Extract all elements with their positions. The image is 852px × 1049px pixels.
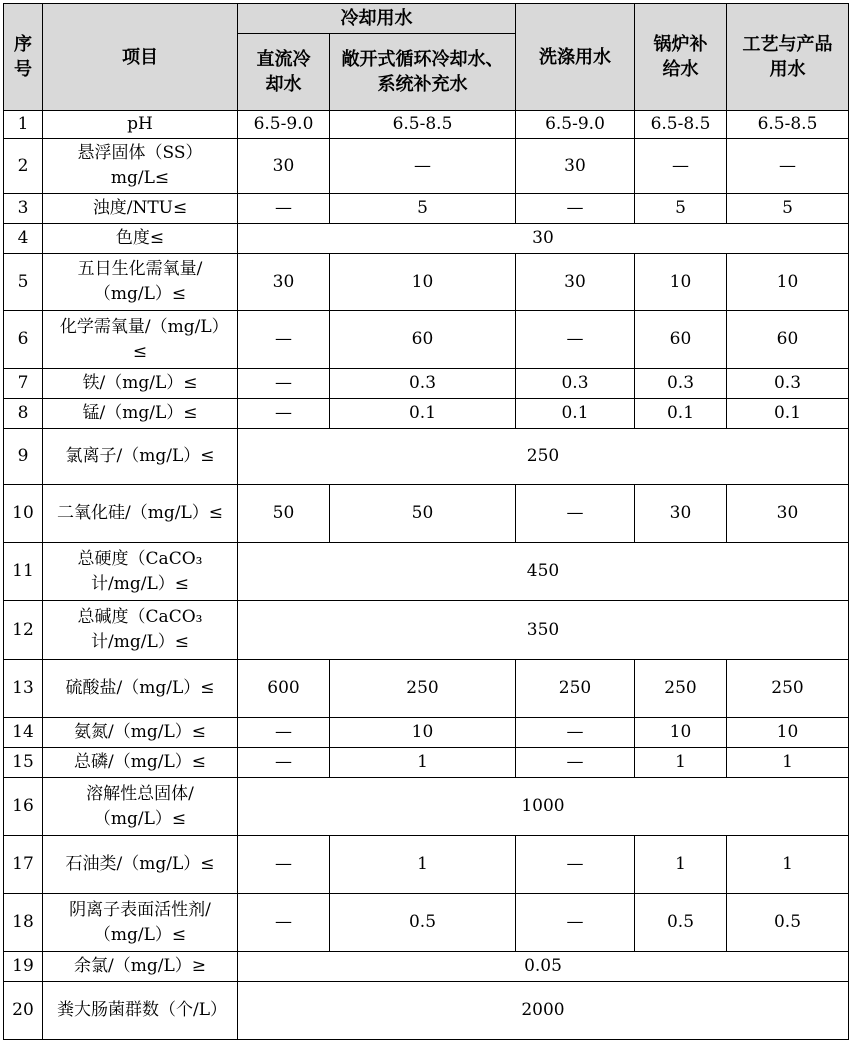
value-cell: 1 [330,748,516,778]
row-number: 5 [4,254,43,311]
value-cell: 50 [238,485,330,543]
row-number: 17 [4,836,43,894]
row-number: 2 [4,139,43,194]
value-cell: 60 [635,311,727,369]
value-cell: 30 [238,139,330,194]
row-number: 15 [4,748,43,778]
row-item: 氨氮/（mg/L）≤ [43,718,238,748]
value-cell: 30 [516,139,635,194]
value-cell: — [238,369,330,399]
row-item: 余氯/（mg/L）≥ [43,952,238,982]
table-row [4,369,849,399]
row-number: 13 [4,660,43,718]
table-row [4,194,849,224]
row-item: pH [43,111,238,139]
row-item: 石油类/（mg/L）≤ [43,836,238,894]
merged-value-cell: 350 [238,601,849,660]
water-quality-table [3,3,849,1040]
row-item: 二氧化硅/（mg/L）≤ [43,485,238,543]
value-cell: 0.3 [727,369,849,399]
value-cell: 30 [635,485,727,543]
table-row [4,543,849,601]
row-number: 1 [4,111,43,139]
value-cell: — [635,139,727,194]
value-cell: 5 [330,194,516,224]
value-cell: 10 [635,718,727,748]
value-cell: 5 [635,194,727,224]
table-row [4,139,849,194]
table-row [4,311,849,369]
header-item: 项目 [43,4,238,111]
table-row [4,111,849,139]
table-row [4,982,849,1040]
value-cell: 0.1 [516,399,635,429]
merged-value-cell: 30 [238,224,849,254]
table-header [4,4,849,111]
value-cell: 10 [635,254,727,311]
value-cell: — [516,311,635,369]
merged-value-cell: 0.05 [238,952,849,982]
value-cell: 1 [727,836,849,894]
table-row [4,399,849,429]
value-cell: 250 [516,660,635,718]
row-item: 五日生化需氧量/（mg/L）≤ [43,254,238,311]
value-cell: 10 [330,254,516,311]
value-cell: — [238,399,330,429]
value-cell: 6.5-8.5 [635,111,727,139]
value-cell: 250 [635,660,727,718]
value-cell: — [238,836,330,894]
value-cell: — [516,748,635,778]
table-row [4,485,849,543]
value-cell: 1 [635,836,727,894]
merged-value-cell: 2000 [238,982,849,1040]
row-item: 粪大肠菌群数（个/L） [43,982,238,1040]
value-cell: 10 [330,718,516,748]
value-cell: 0.3 [635,369,727,399]
value-cell: 0.1 [727,399,849,429]
value-cell: 0.5 [635,894,727,952]
value-cell: 30 [516,254,635,311]
value-cell: 5 [727,194,849,224]
value-cell: 0.5 [330,894,516,952]
header-seq: 序号 [4,4,43,111]
value-cell: — [516,894,635,952]
row-number: 16 [4,778,43,836]
row-number: 18 [4,894,43,952]
value-cell: 1 [330,836,516,894]
value-cell: 6.5-9.0 [238,111,330,139]
row-item: 锰/（mg/L）≤ [43,399,238,429]
value-cell: — [516,485,635,543]
header-process: 工艺与产品用水 [727,4,849,111]
row-item: 总磷/（mg/L）≤ [43,748,238,778]
table-row [4,894,849,952]
table-row [4,836,849,894]
row-item: 阴离子表面活性剂/（mg/L）≤ [43,894,238,952]
table-row [4,429,849,485]
value-cell: 250 [727,660,849,718]
value-cell: 30 [727,485,849,543]
value-cell: — [516,194,635,224]
header-washing: 洗涤用水 [516,4,635,111]
row-item: 铁/（mg/L）≤ [43,369,238,399]
value-cell: 0.1 [330,399,516,429]
row-item: 硫酸盐/（mg/L）≤ [43,660,238,718]
row-item: 氯离子/（mg/L）≤ [43,429,238,485]
value-cell: — [516,836,635,894]
header-cooling-group: 冷却用水 [238,4,516,34]
value-cell: 0.3 [330,369,516,399]
value-cell: 1 [727,748,849,778]
value-cell: — [238,894,330,952]
row-number: 8 [4,399,43,429]
table-body [4,111,849,1040]
row-number: 10 [4,485,43,543]
value-cell: 0.1 [635,399,727,429]
value-cell: — [238,194,330,224]
row-number: 9 [4,429,43,485]
row-number: 20 [4,982,43,1040]
table-row [4,224,849,254]
table-row [4,660,849,718]
row-number: 14 [4,718,43,748]
row-number: 7 [4,369,43,399]
row-item: 总硬度（CaCO₃计/mg/L）≤ [43,543,238,601]
value-cell: — [727,139,849,194]
row-number: 12 [4,601,43,660]
header-open-recirc: 敞开式循环冷却水、系统补充水 [330,34,516,111]
value-cell: 60 [330,311,516,369]
standards-table-container [3,3,849,1040]
row-item: 总碱度（CaCO₃计/mg/L）≤ [43,601,238,660]
value-cell: — [330,139,516,194]
row-number: 11 [4,543,43,601]
table-row [4,718,849,748]
row-number: 4 [4,224,43,254]
value-cell: 30 [238,254,330,311]
header-direct-cooling: 直流冷却水 [238,34,330,111]
value-cell: 10 [727,254,849,311]
value-cell: — [238,748,330,778]
value-cell: 250 [330,660,516,718]
value-cell: 10 [727,718,849,748]
value-cell: — [238,311,330,369]
row-item: 悬浮固体（SS）mg/L≤ [43,139,238,194]
value-cell: 600 [238,660,330,718]
row-number: 19 [4,952,43,982]
merged-value-cell: 450 [238,543,849,601]
table-row [4,778,849,836]
table-row [4,748,849,778]
value-cell: — [238,718,330,748]
row-number: 3 [4,194,43,224]
header-boiler: 锅炉补给水 [635,4,727,111]
row-item: 化学需氧量/（mg/L）≤ [43,311,238,369]
value-cell: 50 [330,485,516,543]
table-row [4,952,849,982]
row-number: 6 [4,311,43,369]
merged-value-cell: 250 [238,429,849,485]
merged-value-cell: 1000 [238,778,849,836]
row-item: 溶解性总固体/（mg/L）≤ [43,778,238,836]
value-cell: 1 [635,748,727,778]
value-cell: — [516,718,635,748]
value-cell: 60 [727,311,849,369]
table-row [4,254,849,311]
value-cell: 0.3 [516,369,635,399]
value-cell: 6.5-8.5 [727,111,849,139]
row-item: 色度≤ [43,224,238,254]
table-row [4,601,849,660]
value-cell: 6.5-9.0 [516,111,635,139]
row-item: 浊度/NTU≤ [43,194,238,224]
value-cell: 6.5-8.5 [330,111,516,139]
value-cell: 0.5 [727,894,849,952]
